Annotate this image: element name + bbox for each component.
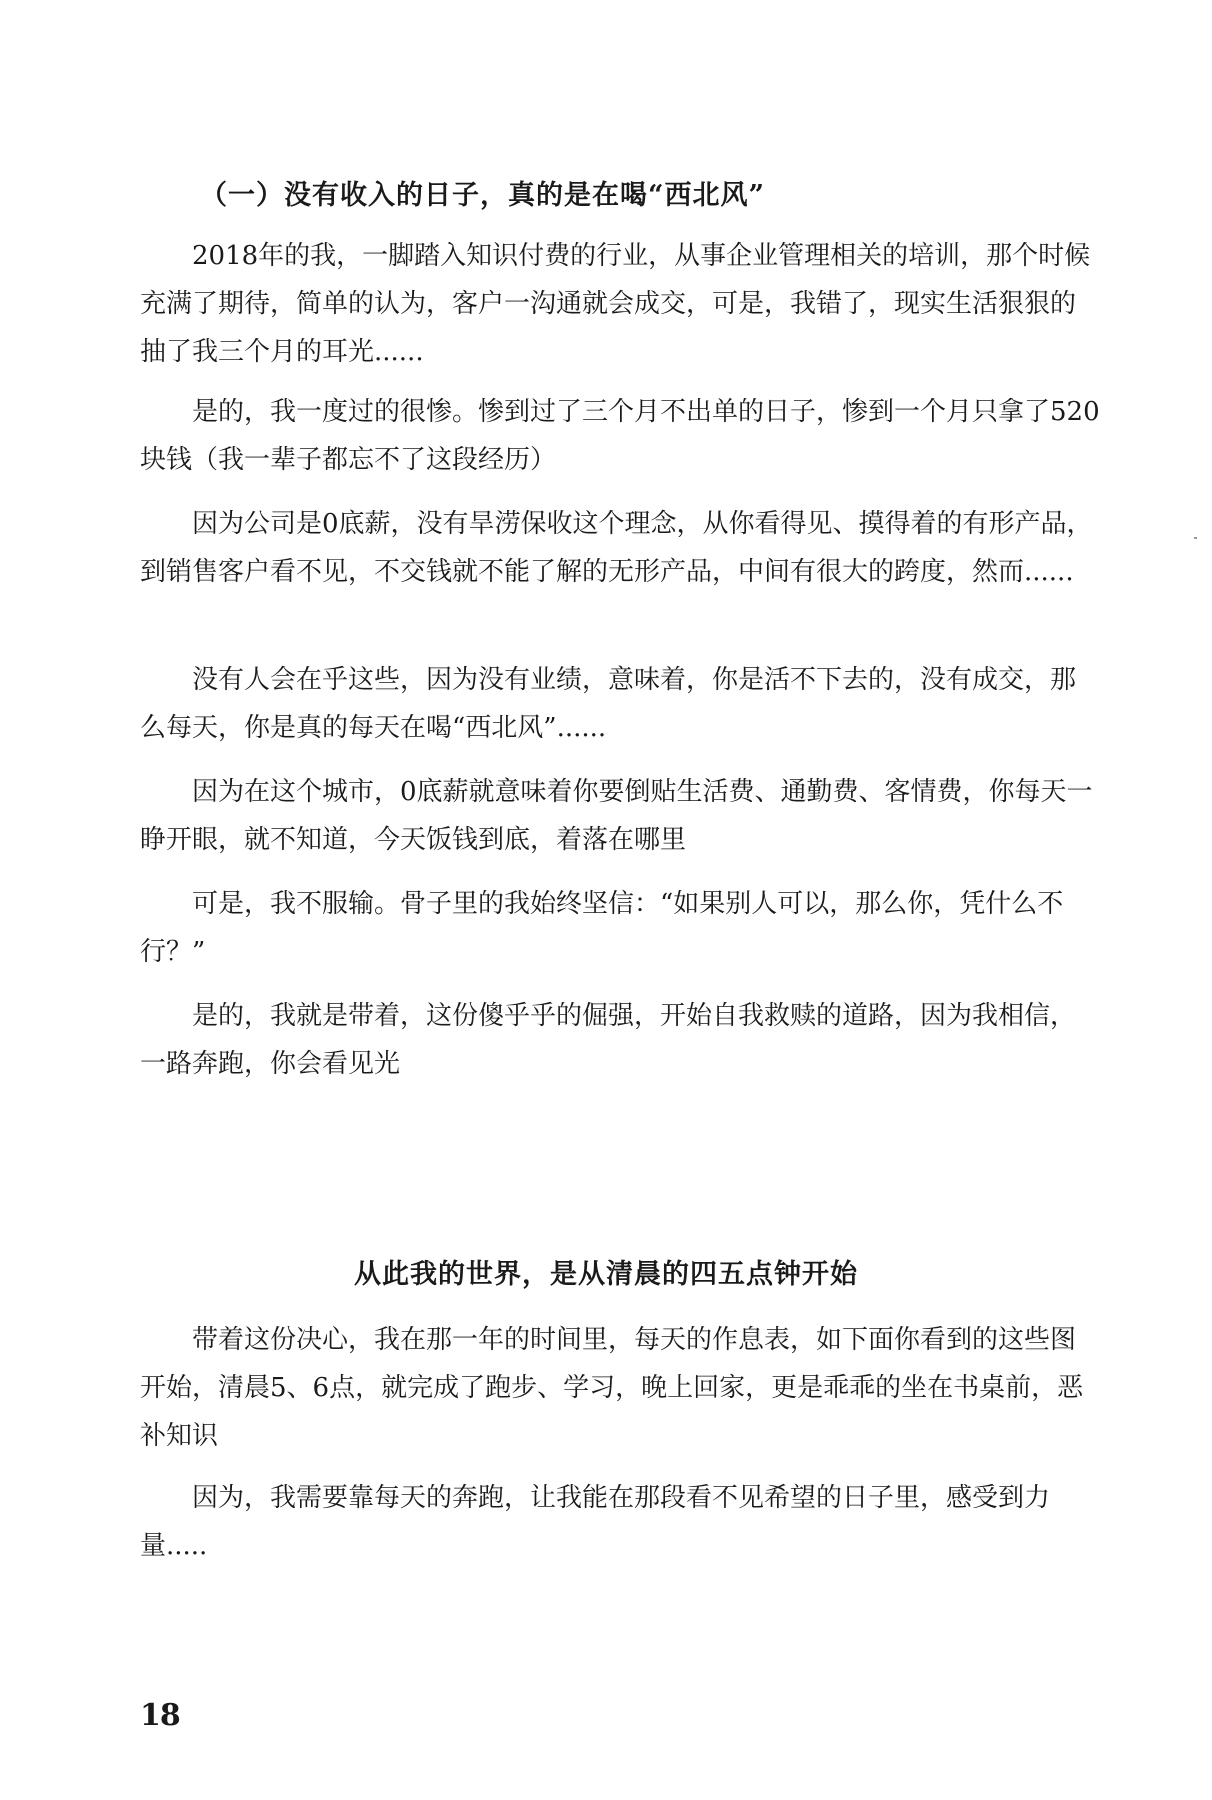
paragraph: 因为公司是0底薪，没有旱涝保收这个理念，从你看得见、摸得着的有形产品，到销售客户看不见，不交钱就不能了解的无形产品，中间有很大的跨度，然而......	[140, 509, 1093, 587]
paragraph: 因为在这个城市，0底薪就意味着你要倒贴生活费、通勤费、客情费，你每天一睁开眼，就不知道，今天饭钱到底，着落在哪里	[140, 777, 1093, 855]
section-heading: （一）没有收入的日子，真的是在喝“西北风”	[200, 180, 766, 211]
paragraph: 可是，我不服输。骨子里的我始终坚信：“如果别人可以，那么你，凭什么不行？”	[140, 889, 1064, 967]
paragraph: 因为，我需要靠每天的奔跑，让我能在那段看不见希望的日子里，感受到力量.....	[140, 1483, 1051, 1561]
paragraph: 是的，我一度过的很惨。惨到过了三个月不出单的日子，惨到一个月只拿了520块钱（我一辈子都忘不了这段经历）	[140, 397, 1100, 475]
paragraph: 2018年的我，一脚踏入知识付费的行业，从事企业管理相关的培训，那个时候充满了期待，简单的认为，客户一沟通就会成交，可是，我错了，现实生活狠狠的抽了我三个月的耳光......	[140, 241, 1091, 367]
paragraph: 没有人会在乎这些，因为没有业绩，意味着，你是活不下去的，没有成交，那么每天，你是真的每天在喝“西北风”......	[140, 665, 1077, 743]
scan-speck	[1194, 537, 1197, 539]
paragraph: 带着这份决心，我在那一年的时间里，每天的作息表，如下面你看到的这些图开始，清晨5、6点，就完成了跑步、学习，晚上回家，更是乖乖的坐在书桌前，恶补知识	[140, 1325, 1084, 1451]
subsection-heading: 从此我的世界，是从清晨的四五点钟开始	[354, 1259, 858, 1290]
page-number: 18	[140, 1698, 180, 1733]
paragraph: 是的，我就是带着，这份傻乎乎的倔强，开始自我救赎的道路，因为我相信，一路奔跑，你会看见光	[140, 1001, 1077, 1079]
